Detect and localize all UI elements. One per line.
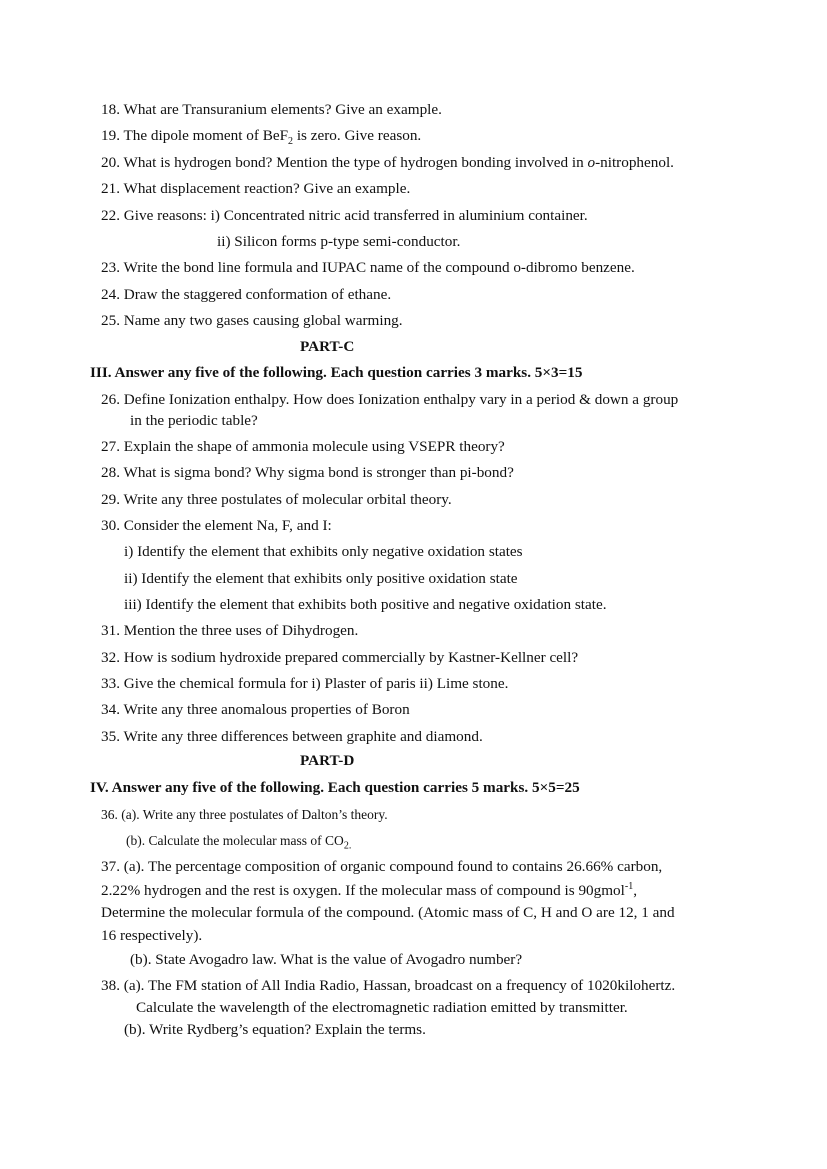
- question-37-a-line4: 16 respectively).: [101, 927, 203, 944]
- question-36-b-text: (b). Calculate the molecular mass of CO: [126, 833, 344, 848]
- part-d-title: PART-D: [300, 752, 355, 769]
- question-30: 30. Consider the element Na, F, and I:: [101, 517, 332, 534]
- question-26-line1: 26. Define Ionization enthalpy. How does Ionization enthalpy vary in a period & down a group: [101, 391, 679, 408]
- question-36-b: [126, 832, 351, 850]
- question-38-a-line1: 38. (a). The FM station of All India Radio, Hassan, broadcast on a frequency of 1020kilohertz.: [101, 977, 676, 994]
- question-34: 34. Write any three anomalous properties of Boron: [101, 701, 410, 718]
- part-d-instruction: IV. Answer any five of the following. Each question carries 5 marks. 5×5=25: [90, 779, 580, 796]
- question-25: 25. Name any two gases causing global warming.: [101, 312, 403, 329]
- question-20-text: 20. What is hydrogen bond? Mention the type of hydrogen bonding involved in: [101, 154, 588, 171]
- question-26-line2: in the periodic table?: [130, 412, 258, 429]
- question-27: 27. Explain the shape of ammonia molecule using VSEPR theory?: [101, 438, 505, 455]
- italic-o: o: [587, 154, 596, 171]
- question-38-a-line2: Calculate the wavelength of the electromagnetic radiation emitted by transmitter.: [136, 999, 628, 1016]
- question-36-a: 36. (a). Write any three postulates of Dalton’s theory.: [101, 807, 388, 822]
- question-19-text-end: is zero. Give reason.: [293, 127, 422, 144]
- question-22-i: 22. Give reasons: i) Concentrated nitric acid transferred in aluminium container.: [101, 207, 588, 224]
- question-37-b: (b). State Avogadro law. What is the value of Avogadro number?: [130, 951, 523, 968]
- question-30-ii: ii) Identify the element that exhibits only positive oxidation state: [124, 570, 518, 587]
- question-28: 28. What is sigma bond? Why sigma bond is stronger than pi-bond?: [101, 464, 514, 481]
- question-33: 33. Give the chemical formula for i) Plaster of paris ii) Lime stone.: [101, 675, 509, 692]
- subscript: 2: [288, 136, 294, 148]
- question-37-a-line2-text: 2.22% hydrogen and the rest is oxygen. If the molecular mass of compound is 90gmol: [101, 882, 625, 899]
- question-37-a-line1: 37. (a). The percentage composition of organic compound found to contains 26.66% carbon,: [101, 858, 663, 875]
- question-20: [101, 154, 674, 172]
- question-31: 31. Mention the three uses of Dihydrogen.: [101, 622, 359, 639]
- question-18: 18. What are Transuranium elements? Give an example.: [101, 101, 442, 118]
- part-c-instruction: III. Answer any five of the following. Each question carries 3 marks. 5×3=15: [90, 364, 583, 381]
- question-38-b: (b). Write Rydberg’s equation? Explain the terms.: [124, 1021, 426, 1038]
- comma: ,: [633, 882, 638, 899]
- question-21: 21. What displacement reaction? Give an example.: [101, 180, 411, 197]
- question-32: 32. How is sodium hydroxide prepared commercially by Kastner-Kellner cell?: [101, 649, 579, 666]
- question-19: [101, 127, 422, 148]
- part-c-title: PART-C: [300, 338, 355, 355]
- question-30-i: i) Identify the element that exhibits only negative oxidation states: [124, 543, 523, 560]
- question-30-iii: iii) Identify the element that exhibits both positive and negative oxidation state.: [124, 596, 607, 613]
- question-35: 35. Write any three differences between graphite and diamond.: [101, 728, 483, 745]
- question-22-ii: ii) Silicon forms p-type semi-conductor.: [217, 233, 461, 250]
- question-24: 24. Draw the staggered conformation of ethane.: [101, 286, 392, 303]
- question-20-text-end: -nitrophenol.: [595, 154, 674, 171]
- question-37-a-line3: Determine the molecular formula of the compound. (Atomic mass of C, H and O are 12, 1 and: [101, 904, 675, 921]
- question-29: 29. Write any three postulates of molecular orbital theory.: [101, 491, 452, 508]
- superscript: -1: [624, 880, 634, 892]
- question-37-a-line2: [101, 882, 637, 900]
- question-19-text: 19. The dipole moment of BeF: [101, 127, 289, 144]
- subscript: 2.: [343, 840, 352, 852]
- question-23: 23. Write the bond line formula and IUPAC name of the compound o-dibromo benzene.: [101, 259, 635, 276]
